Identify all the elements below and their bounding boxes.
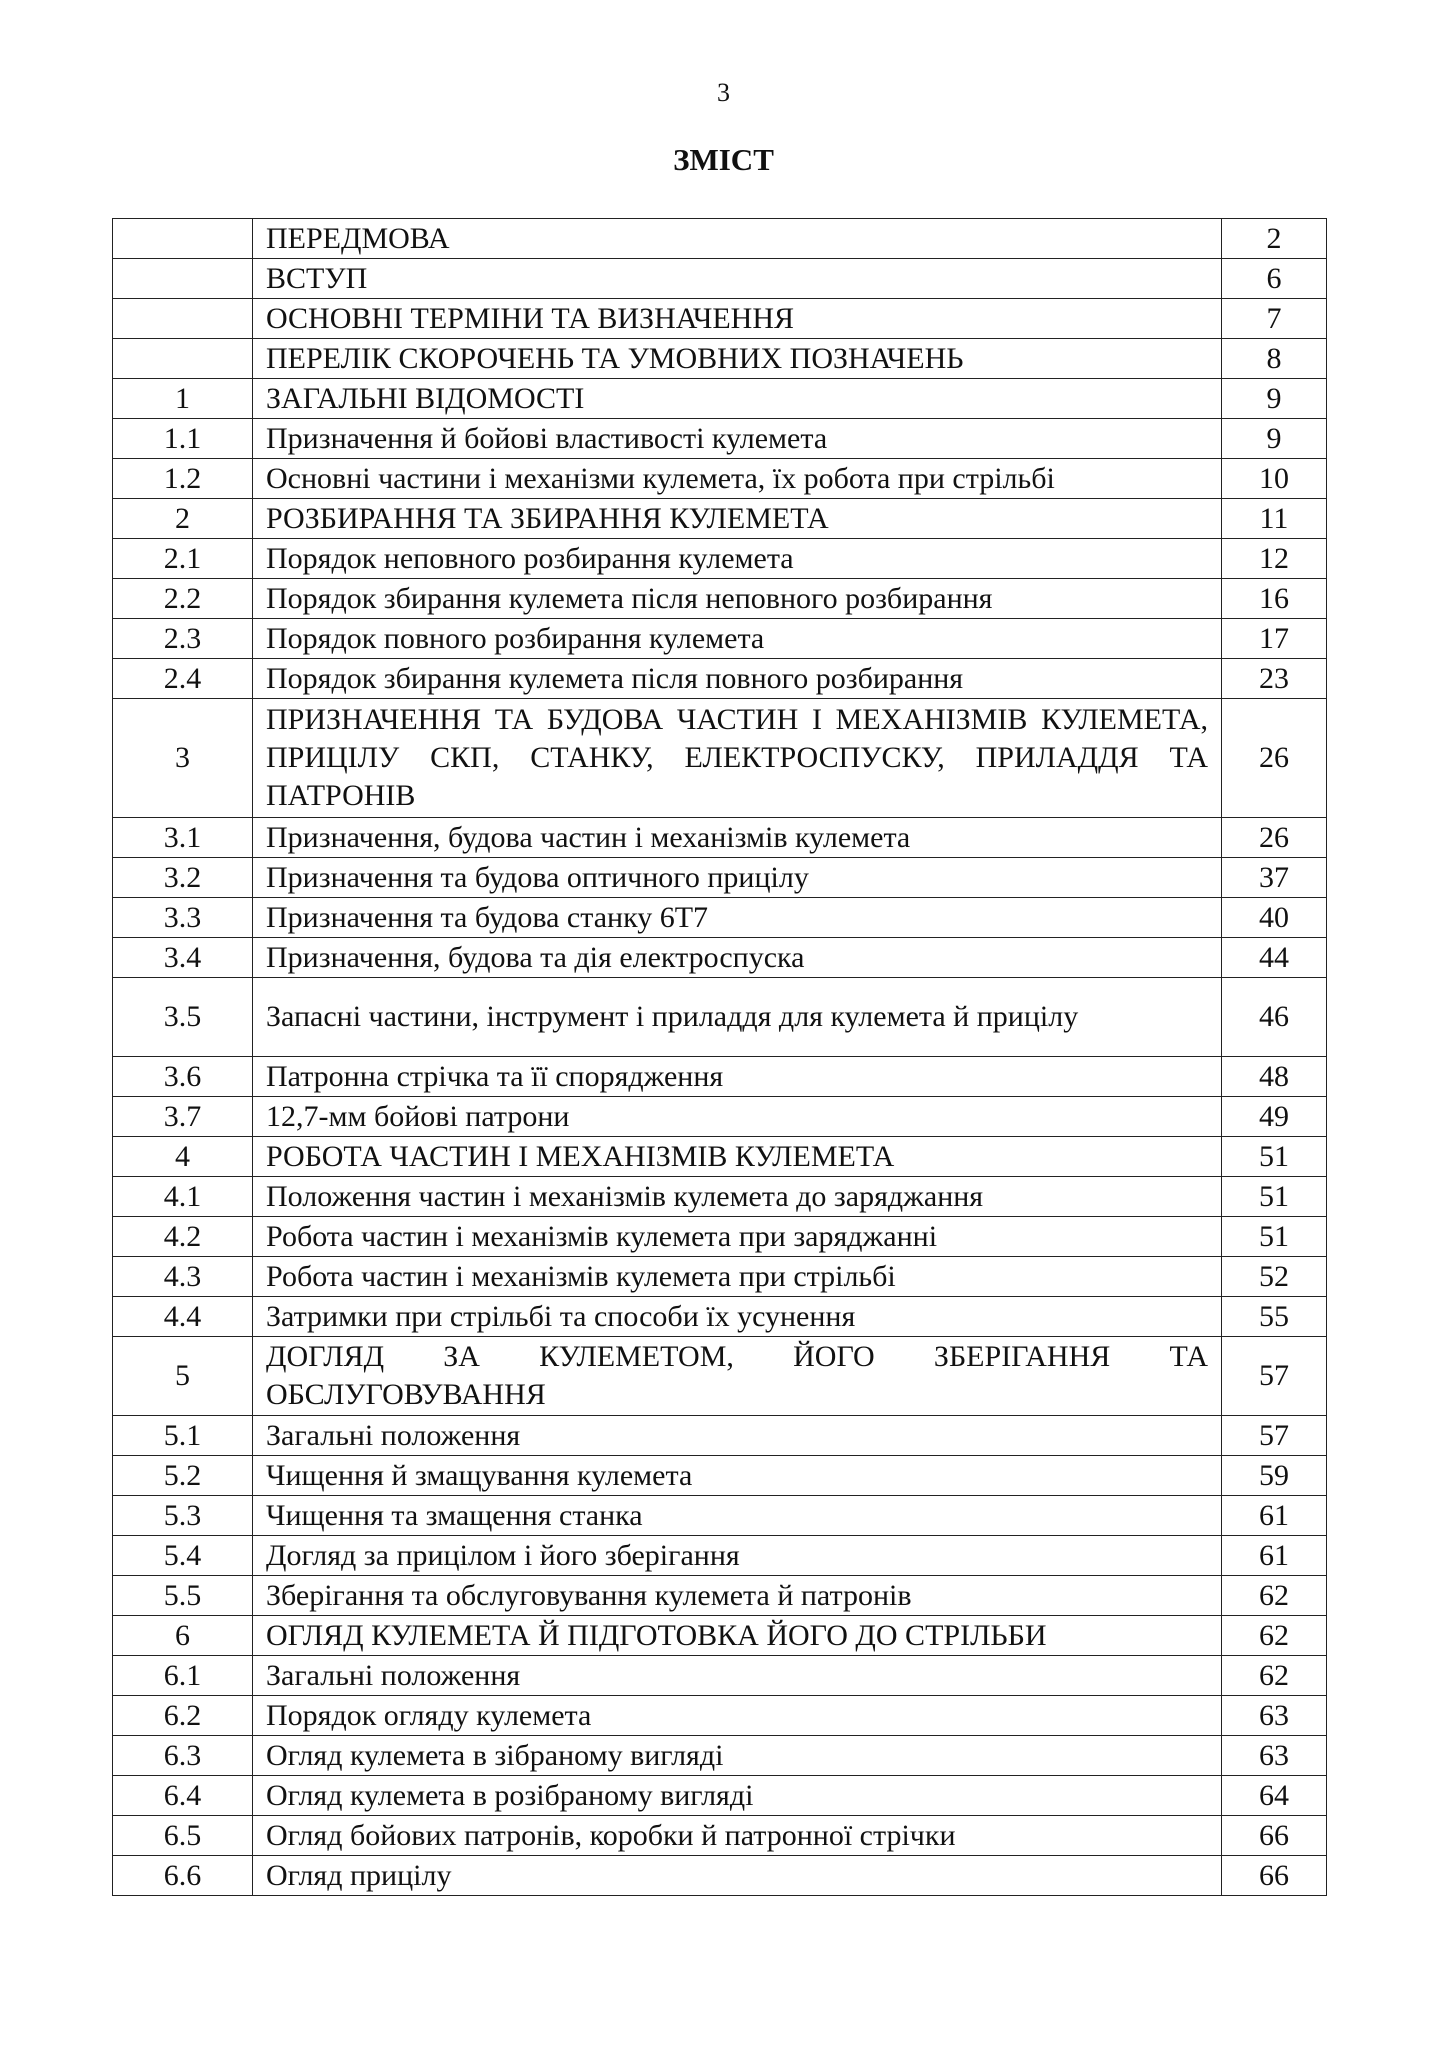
- toc-section-number: 5.5: [113, 1576, 253, 1616]
- toc-section-number: 1.1: [113, 419, 253, 459]
- toc-section-title: Патронна стрічка та її спорядження: [253, 1057, 1222, 1097]
- toc-section-title: ПЕРЕДМОВА: [253, 219, 1222, 259]
- toc-row: [113, 699, 1327, 818]
- toc-row: [113, 1297, 1327, 1337]
- toc-row: [113, 579, 1327, 619]
- toc-section-title: ОГЛЯД КУЛЕМЕТА Й ПІДГОТОВКА ЙОГО ДО СТРІЛЬБИ: [253, 1616, 1222, 1656]
- toc-row: [113, 1057, 1327, 1097]
- toc-section-title: Затримки при стрільбі та способи їх усунення: [253, 1297, 1222, 1337]
- toc-row: [113, 1736, 1327, 1776]
- toc-page-number: 7: [1222, 299, 1327, 339]
- toc-section-number: 5.1: [113, 1416, 253, 1456]
- toc-page-number: 61: [1222, 1536, 1327, 1576]
- toc-row: [113, 659, 1327, 699]
- toc-page-number: 12: [1222, 539, 1327, 579]
- toc-row: [113, 419, 1327, 459]
- toc-section-number: 3.1: [113, 818, 253, 858]
- toc-row: [113, 459, 1327, 499]
- toc-section-title: Положення частин і механізмів кулемета до заряджання: [253, 1177, 1222, 1217]
- table-of-contents: [112, 218, 1327, 1896]
- toc-page-number: 66: [1222, 1816, 1327, 1856]
- toc-section-title: Основні частини і механізми кулемета, їх робота при стрільбі: [253, 459, 1222, 499]
- toc-row: [113, 1217, 1327, 1257]
- toc-row: [113, 619, 1327, 659]
- toc-section-title: ОСНОВНІ ТЕРМІНИ ТА ВИЗНАЧЕННЯ: [253, 299, 1222, 339]
- toc-row: [113, 858, 1327, 898]
- toc-row: [113, 1177, 1327, 1217]
- toc-page-number: 17: [1222, 619, 1327, 659]
- toc-page-number: 62: [1222, 1656, 1327, 1696]
- toc-row: [113, 539, 1327, 579]
- toc-section-number: 3.5: [113, 978, 253, 1057]
- toc-section-title: ПЕРЕЛІК СКОРОЧЕНЬ ТА УМОВНИХ ПОЗНАЧЕНЬ: [253, 339, 1222, 379]
- toc-page-number: 57: [1222, 1416, 1327, 1456]
- toc-section-number: 5: [113, 1337, 253, 1416]
- toc-section-title: Призначення, будова частин і механізмів кулемета: [253, 818, 1222, 858]
- toc-section-title: Призначення й бойові властивості кулемета: [253, 419, 1222, 459]
- toc-section-number: 2.3: [113, 619, 253, 659]
- toc-section-title: ВСТУП: [253, 259, 1222, 299]
- toc-page-number: 26: [1222, 818, 1327, 858]
- page-number: 3: [717, 78, 730, 107]
- toc-section-number: 6.1: [113, 1656, 253, 1696]
- toc-section-number: 3: [113, 699, 253, 818]
- toc-row: [113, 1856, 1327, 1896]
- toc-section-number: 2.2: [113, 579, 253, 619]
- toc-section-title: Призначення та будова оптичного прицілу: [253, 858, 1222, 898]
- toc-row: [113, 1416, 1327, 1456]
- toc-page-number: 8: [1222, 339, 1327, 379]
- toc-section-number: [113, 339, 253, 379]
- toc-section-number: 5.2: [113, 1456, 253, 1496]
- toc-section-title: Огляд кулемета в зібраному вигляді: [253, 1736, 1222, 1776]
- toc-page-number: 46: [1222, 978, 1327, 1057]
- toc-section-number: 3.7: [113, 1097, 253, 1137]
- toc-page-number: 37: [1222, 858, 1327, 898]
- toc-page-number: 51: [1222, 1217, 1327, 1257]
- toc-section-title: ДОГЛЯД ЗА КУЛЕМЕТОМ, ЙОГО ЗБЕРІГАННЯ ТА ОБСЛУГОВУВАННЯ: [253, 1337, 1222, 1416]
- toc-section-title: Порядок огляду кулемета: [253, 1696, 1222, 1736]
- toc-page-number: 64: [1222, 1776, 1327, 1816]
- toc-section-number: 1: [113, 379, 253, 419]
- toc-page-number: 63: [1222, 1696, 1327, 1736]
- toc-section-title: Догляд за прицілом і його зберігання: [253, 1536, 1222, 1576]
- toc-section-title: Загальні положення: [253, 1416, 1222, 1456]
- toc-section-title: Огляд бойових патронів, коробки й патронної стрічки: [253, 1816, 1222, 1856]
- toc-page-number: 59: [1222, 1456, 1327, 1496]
- toc-row: [113, 1337, 1327, 1416]
- toc-page-number: 2: [1222, 219, 1327, 259]
- toc-row: [113, 499, 1327, 539]
- toc-page-number: 9: [1222, 379, 1327, 419]
- toc-section-title: Призначення та будова станку 6Т7: [253, 898, 1222, 938]
- toc-section-number: 6.5: [113, 1816, 253, 1856]
- toc-section-number: 2.4: [113, 659, 253, 699]
- toc-page-number: 49: [1222, 1097, 1327, 1137]
- toc-row: [113, 339, 1327, 379]
- toc-row: [113, 938, 1327, 978]
- document-title: ЗМІСТ: [673, 142, 774, 177]
- toc-section-title: Порядок збирання кулемета після повного розбирання: [253, 659, 1222, 699]
- toc-section-title: Порядок неповного розбирання кулемета: [253, 539, 1222, 579]
- toc-section-number: 3.6: [113, 1057, 253, 1097]
- toc-page-number: 52: [1222, 1257, 1327, 1297]
- toc-row: [113, 1496, 1327, 1536]
- toc-section-title: Огляд прицілу: [253, 1856, 1222, 1896]
- toc-section-title: Робота частин і механізмів кулемета при стрільбі: [253, 1257, 1222, 1297]
- toc-page-number: 6: [1222, 259, 1327, 299]
- toc-section-number: 3.2: [113, 858, 253, 898]
- toc-section-title: Порядок збирання кулемета після неповного розбирання: [253, 579, 1222, 619]
- toc-row: [113, 1656, 1327, 1696]
- toc-section-title: ПРИЗНАЧЕННЯ ТА БУДОВА ЧАСТИН І МЕХАНІЗМІВ КУЛЕМЕТА, ПРИЦІЛУ СКП, СТАНКУ, ЕЛЕКТРОСПУСКУ, ПРИЛАДДЯ ТА ПАТРОНІВ: [253, 699, 1222, 818]
- toc-page-number: 26: [1222, 699, 1327, 818]
- toc-section-number: 5.4: [113, 1536, 253, 1576]
- toc-row: [113, 1257, 1327, 1297]
- toc-page-number: 10: [1222, 459, 1327, 499]
- toc-row: [113, 1576, 1327, 1616]
- toc-section-number: 2: [113, 499, 253, 539]
- toc-section-number: 2.1: [113, 539, 253, 579]
- toc-row: [113, 978, 1327, 1057]
- toc-page-number: 57: [1222, 1337, 1327, 1416]
- toc-page-number: 9: [1222, 419, 1327, 459]
- toc-page-number: 66: [1222, 1856, 1327, 1896]
- toc-page-number: 61: [1222, 1496, 1327, 1536]
- toc-section-number: 3.4: [113, 938, 253, 978]
- toc-section-title: РОЗБИРАННЯ ТА ЗБИРАННЯ КУЛЕМЕТА: [253, 499, 1222, 539]
- toc-section-number: 4.3: [113, 1257, 253, 1297]
- toc-page-number: 62: [1222, 1616, 1327, 1656]
- toc-section-number: 6: [113, 1616, 253, 1656]
- toc-section-number: 4.2: [113, 1217, 253, 1257]
- toc-section-number: 3.3: [113, 898, 253, 938]
- toc-section-number: 1.2: [113, 459, 253, 499]
- toc-page-number: 62: [1222, 1576, 1327, 1616]
- toc-row: [113, 898, 1327, 938]
- toc-row: [113, 1776, 1327, 1816]
- toc-section-number: [113, 299, 253, 339]
- toc-row: [113, 818, 1327, 858]
- toc-row: [113, 1616, 1327, 1656]
- toc-row: [113, 1816, 1327, 1856]
- toc-page-number: 51: [1222, 1177, 1327, 1217]
- toc-row: [113, 379, 1327, 419]
- toc-row: [113, 299, 1327, 339]
- toc-page-number: 63: [1222, 1736, 1327, 1776]
- toc-section-title: 12,7-мм бойові патрони: [253, 1097, 1222, 1137]
- toc-section-title: Огляд кулемета в розібраному вигляді: [253, 1776, 1222, 1816]
- toc-page-number: 40: [1222, 898, 1327, 938]
- toc-section-number: 4.4: [113, 1297, 253, 1337]
- toc-section-title: Зберігання та обслуговування кулемета й патронів: [253, 1576, 1222, 1616]
- toc-section-title: Призначення, будова та дія електроспуска: [253, 938, 1222, 978]
- toc-section-number: 6.3: [113, 1736, 253, 1776]
- toc-section-title: Запасні частини, інструмент і приладдя для кулемета й прицілу: [253, 978, 1222, 1057]
- toc-row: [113, 1696, 1327, 1736]
- toc-row: [113, 1097, 1327, 1137]
- toc-section-number: 6.2: [113, 1696, 253, 1736]
- toc-section-title: Порядок повного розбирання кулемета: [253, 619, 1222, 659]
- toc-section-number: [113, 219, 253, 259]
- toc-section-number: 6.4: [113, 1776, 253, 1816]
- toc-row: [113, 219, 1327, 259]
- toc-page-number: 44: [1222, 938, 1327, 978]
- toc-page-number: 23: [1222, 659, 1327, 699]
- toc-section-title: Чищення й змащування кулемета: [253, 1456, 1222, 1496]
- toc-section-number: 6.6: [113, 1856, 253, 1896]
- toc-section-title: ЗАГАЛЬНІ ВІДОМОСТІ: [253, 379, 1222, 419]
- toc-page-number: 11: [1222, 499, 1327, 539]
- toc-row: [113, 1456, 1327, 1496]
- toc-page-number: 51: [1222, 1137, 1327, 1177]
- toc-page-number: 55: [1222, 1297, 1327, 1337]
- toc-section-number: 4: [113, 1137, 253, 1177]
- toc-page-number: 16: [1222, 579, 1327, 619]
- toc-row: [113, 1137, 1327, 1177]
- toc-body: [113, 219, 1327, 1896]
- toc-row: [113, 259, 1327, 299]
- toc-section-number: 5.3: [113, 1496, 253, 1536]
- toc-row: [113, 1536, 1327, 1576]
- toc-section-title: Чищення та змащення станка: [253, 1496, 1222, 1536]
- toc-section-title: Робота частин і механізмів кулемета при заряджанні: [253, 1217, 1222, 1257]
- toc-section-number: [113, 259, 253, 299]
- toc-section-title: Загальні положення: [253, 1656, 1222, 1696]
- toc-section-title: РОБОТА ЧАСТИН І МЕХАНІЗМІВ КУЛЕМЕТА: [253, 1137, 1222, 1177]
- toc-page-number: 48: [1222, 1057, 1327, 1097]
- toc-section-number: 4.1: [113, 1177, 253, 1217]
